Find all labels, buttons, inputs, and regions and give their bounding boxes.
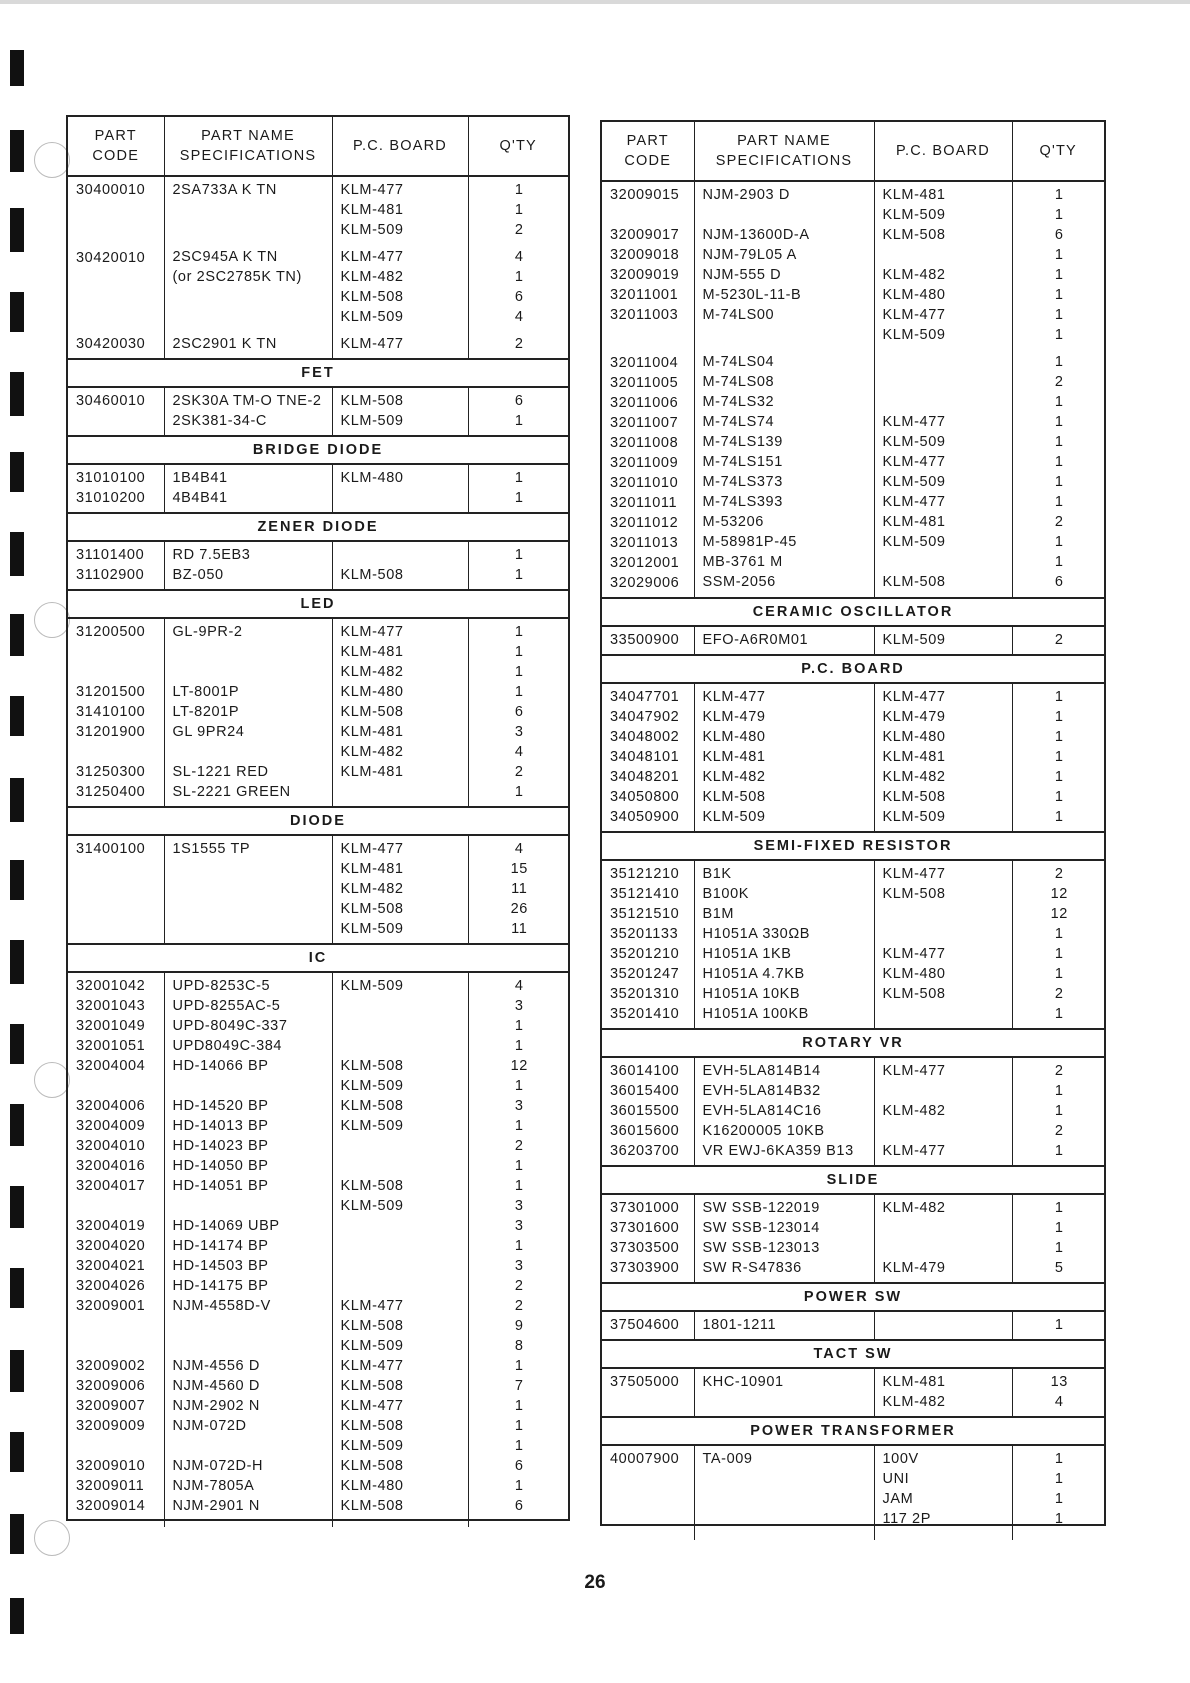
part-code: 40007900 [602, 1445, 694, 1533]
quantity: 2 12 12 1 1 1 2 1 [1050, 866, 1068, 1022]
header-qty: Q'TY [468, 117, 568, 176]
pc-board: KLM-477 KLM-482 KLM-508 KLM-509 [332, 244, 468, 331]
table-row [68, 835, 568, 944]
table-row [602, 1194, 1104, 1283]
pc-board: KLM-509 KLM-508 KLM-509 KLM-508 KLM-509 KLM-508 KLM-509 KLM-477 KLM-508 KLM-509 KLM-477 KLM-508 KLM-477 KLM-508 KLM-509 KLM-508 KLM-480 KLM-508 [332, 972, 468, 1520]
header-part-name: PART NAME SPECIFICATIONS [164, 117, 332, 176]
part-name: 2SK30A TM-O TNE-2 2SK381-34-C [164, 387, 332, 436]
pc-board: KLM-482 KLM-479 [874, 1194, 1012, 1283]
quantity: 4 3 1 1 12 1 3 1 2 1 1 3 3 1 3 2 2 9 8 1 7 1 1 1 6 1 6 [510, 978, 528, 1514]
section-heading: SLIDE [602, 1166, 1104, 1194]
part-name: UPD-8253C-5 UPD-8255AC-5 UPD-8049C-337 UPD8049C-384 HD-14066 BP HD-14520 BP HD-14013 BP HD-14023 BP HD-14050 BP HD-14051 BP HD-14069 UBP HD-14174 BP HD-14503 BP HD-14175 BP NJM-4558D-V NJM-4556 D NJM-4560 D NJM-2902 N NJM-072D NJM-072D-H NJM-7805A NJM-2901 N [164, 972, 332, 1520]
header-part-code: PART CODE [68, 117, 164, 176]
pc-board: KLM-477 [332, 331, 468, 359]
pc-board: KLM-477 KLM-481 KLM-509 [332, 176, 468, 244]
quantity: 1 1 [514, 470, 524, 506]
part-name: 1801-1211 [694, 1311, 874, 1340]
parts-table-left [66, 115, 570, 1521]
part-name: 1S1555 TP [164, 835, 332, 944]
table-row [602, 1445, 1104, 1533]
section-heading: SEMI-FIXED RESISTOR [602, 832, 1104, 860]
scan-edge [0, 0, 1190, 4]
part-code: 35121210 35121410 35121510 35201133 35201210 35201247 35201310 35201410 [602, 860, 694, 1029]
part-code: 30460010 [68, 387, 164, 436]
pc-board: 100V UNI JAM 117 2P [874, 1445, 1012, 1533]
table-row [68, 972, 568, 1520]
quantity: 1 1 1 1 6 3 4 2 1 [514, 624, 524, 800]
table-filler [602, 1533, 1104, 1540]
pc-board: KLM-477 KLM-482 KLM-477 [874, 1057, 1012, 1166]
quantity: 6 1 [514, 393, 524, 429]
part-name: B1K B100K B1M H1051A 330ΩB H1051A 1KB H1051A 4.7KB H1051A 10KB H1051A 100KB [694, 860, 874, 1029]
pc-board: KLM-477 KLM-481 KLM-482 KLM-508 KLM-509 [332, 835, 468, 944]
section-heading: TACT SW [602, 1340, 1104, 1368]
pc-board: KLM-477 KLM-509 KLM-477 KLM-509 KLM-477 KLM-481 KLM-509 KLM-508 [874, 349, 1012, 598]
part-code: 33500900 [602, 626, 694, 655]
pc-board: KLM-477 KLM-479 KLM-480 KLM-481 KLM-482 KLM-508 KLM-509 [874, 683, 1012, 832]
table-row [602, 349, 1104, 598]
part-code: 32009015 32009017 32009018 32009019 32011001 32011003 [602, 181, 694, 349]
quantity: 1 1 6 1 1 1 1 1 [1054, 187, 1064, 343]
table-row [602, 626, 1104, 655]
header-qty: Q'TY [1012, 122, 1104, 181]
part-name: NJM-2903 D NJM-13600D-A NJM-79L05 A NJM-555 D M-5230L-11-B M-74LS00 [694, 181, 874, 349]
part-name: KLM-477 KLM-479 KLM-480 KLM-481 KLM-482 KLM-508 KLM-509 [694, 683, 874, 832]
quantity: 4 15 11 26 11 [510, 841, 528, 937]
section-heading: BRIDGE DIODE [68, 436, 568, 464]
quantity: 2 [514, 336, 524, 352]
pc-board: KLM-508 KLM-509 [332, 387, 468, 436]
quantity: 1 1 2 [514, 182, 524, 238]
quantity: 1 1 1 1 [1054, 1451, 1064, 1527]
part-name: EFO-A6R0M01 [694, 626, 874, 655]
section-heading: POWER SW [602, 1283, 1104, 1311]
quantity: 1 1 1 1 1 1 1 [1054, 689, 1064, 825]
table-row [602, 1311, 1104, 1340]
part-code: 31400100 [68, 835, 164, 944]
part-name: GL-9PR-2 LT-8001P LT-8201P GL 9PR24 SL-1221 RED SL-2221 GREEN [164, 618, 332, 807]
part-name: M-74LS04 M-74LS08 M-74LS32 M-74LS74 M-74LS139 M-74LS151 M-74LS373 M-74LS393 M-53206 M-58981P-45 MB-3761 M SSM-2056 [694, 349, 874, 598]
quantity: 2 1 1 2 1 [1054, 1063, 1064, 1159]
table-row [602, 1368, 1104, 1417]
table-row [602, 860, 1104, 1029]
section-heading: ROTARY VR [602, 1029, 1104, 1057]
part-code: 32001042 32001043 32001049 32001051 32004004 32004006 32004009 32004010 32004016 32004017 32004019 32004020 32004021 32004026 32009001 32009002 32009006 32009007 32009009 32009010 32009011 32009014 [68, 972, 164, 1520]
part-name: 1B4B41 4B4B41 [164, 464, 332, 513]
pc-board: KLM-481 KLM-482 [874, 1368, 1012, 1417]
part-code: 37301000 37301600 37303500 37303900 [602, 1194, 694, 1283]
section-heading: P.C. BOARD [602, 655, 1104, 683]
header-pc-board: P.C. BOARD [332, 117, 468, 176]
table-row [68, 176, 568, 244]
parts-table-right [600, 120, 1106, 1526]
part-name: SW SSB-122019 SW SSB-123014 SW SSB-123013 SW R-S47836 [694, 1194, 874, 1283]
part-name: KHC-10901 [694, 1368, 874, 1417]
part-code: 31200500 31201500 31410100 31201900 31250300 31250400 [68, 618, 164, 807]
section-heading: LED [68, 590, 568, 618]
part-name: 2SC945A K TN (or 2SC2785K TN) [164, 244, 332, 331]
table-row [602, 683, 1104, 832]
part-code: 30420010 [68, 244, 164, 331]
part-code: 30420030 [68, 331, 164, 359]
table-row [68, 541, 568, 590]
section-heading: ZENER DIODE [68, 513, 568, 541]
pc-board: KLM-480 [332, 464, 468, 513]
header-part-name: PART NAME SPECIFICATIONS [694, 122, 874, 181]
pc-board [874, 1311, 1012, 1340]
page-number: 26 [584, 1572, 606, 1593]
section-heading: CERAMIC OSCILLATOR [602, 598, 1104, 626]
part-code: 30400010 [68, 176, 164, 244]
quantity: 4 1 6 4 [514, 249, 524, 325]
table-row [68, 244, 568, 331]
header-pc-board: P.C. BOARD [874, 122, 1012, 181]
part-code: 37505000 [602, 1368, 694, 1417]
section-heading: POWER TRANSFORMER [602, 1417, 1104, 1445]
table-row [68, 464, 568, 513]
part-code: 32011004 32011005 32011006 32011007 32011008 32011009 32011010 32011011 32011012 32011013 32012001 32029006 [602, 349, 694, 598]
part-code: 31101400 31102900 [68, 541, 164, 590]
part-code: 37504600 [602, 1311, 694, 1340]
table-row [602, 1057, 1104, 1166]
quantity: 1 1 [514, 547, 524, 583]
table-row [68, 331, 568, 359]
section-heading: FET [68, 359, 568, 387]
table-filler [68, 1520, 568, 1527]
pc-board: KLM-477 KLM-508 KLM-477 KLM-480 KLM-508 [874, 860, 1012, 1029]
table-row [68, 618, 568, 807]
header-part-code: PART CODE [602, 122, 694, 181]
quantity: 1 [1054, 1317, 1064, 1333]
part-name: EVH-5LA814B14 EVH-5LA814B32 EVH-5LA814C16 K16200005 10KB VR EWJ-6KA359 B13 [694, 1057, 874, 1166]
part-code: 34047701 34047902 34048002 34048101 34048201 34050800 34050900 [602, 683, 694, 832]
table-row [68, 387, 568, 436]
section-heading: IC [68, 944, 568, 972]
part-name: 2SC2901 K TN [164, 331, 332, 359]
part-name: 2SA733A K TN [164, 176, 332, 244]
quantity: 1 1 1 5 [1054, 1200, 1064, 1276]
binding-marks [0, 0, 60, 1683]
section-heading: DIODE [68, 807, 568, 835]
part-name: RD 7.5EB3 BZ-050 [164, 541, 332, 590]
quantity: 1 2 1 1 1 1 1 1 2 1 1 6 [1054, 354, 1064, 590]
part-code: 36014100 36015400 36015500 36015600 36203700 [602, 1057, 694, 1166]
part-code: 31010100 31010200 [68, 464, 164, 513]
quantity: 13 4 [1050, 1374, 1068, 1410]
part-name: TA-009 [694, 1445, 874, 1533]
pc-board: KLM-481 KLM-509 KLM-508 KLM-482 KLM-480 KLM-477 KLM-509 [874, 181, 1012, 349]
pc-board: KLM-509 [874, 626, 1012, 655]
pc-board: KLM-508 [332, 541, 468, 590]
table-row [602, 181, 1104, 349]
pc-board: KLM-477 KLM-481 KLM-482 KLM-480 KLM-508 KLM-481 KLM-482 KLM-481 [332, 618, 468, 807]
quantity: 2 [1054, 632, 1064, 648]
